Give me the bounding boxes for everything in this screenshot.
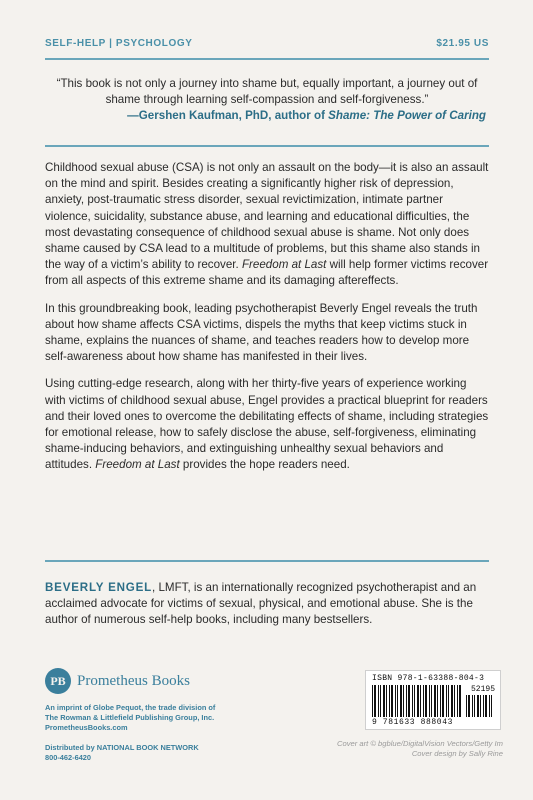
p3-text-b: provides the hope readers need. <box>179 458 350 472</box>
description <box>45 160 489 485</box>
barcode-bars-main <box>372 685 462 717</box>
top-divider <box>45 58 489 60</box>
quote-text: “This book is not only a journey into shame but, equally important, a journey out of shame through learning self-compassion and self-forgiveness.” <box>56 77 478 106</box>
barcode-price-code: 52195 <box>470 685 495 694</box>
imprint-line-1: An imprint of Globe Pequot, the trade division of <box>45 703 216 712</box>
author-bio-text: , LMFT, is an internationally recognized psychotherapist and an acclaimed advocate for victims of sexual, physical, and emotional abuse. She is the author of numerous self-help books, including many bestsellers. <box>45 581 477 627</box>
barcode-bars-addon <box>466 695 496 717</box>
publisher-logo <box>45 668 265 694</box>
author-bio <box>45 580 489 629</box>
description-paragraph-1 <box>45 160 489 290</box>
top-bar <box>45 38 489 49</box>
p1-text-a: Childhood sexual abuse (CSA) is not only an assault on the body—it is also an assault on the mind and spirit. Besides creating a significantly higher risk of depression, anxiety, post-traumatic stress disorder, sexual revictimization, intimate partner violence, suicidality, substance abuse, and learning and educational difficulties, the most devastating consequence of childhood sexual abuse is shame. Not only does shame caused by CSA lead to a multitude of problems, but this shame also stands in the way of a victim’s ability to recover. <box>45 161 489 272</box>
description-paragraph-2: In this groundbreaking book, leading psychotherapist Beverly Engel reveals the truth about how shame affects CSA victims, dispels the myths that keep victims stuck in shame, explains the nuances of shame, and teaches readers how to develop more self-awareness about how shame has manifested in their lives. <box>45 301 478 364</box>
imprint-info <box>45 703 265 733</box>
endorsement-quote <box>45 76 489 124</box>
category-label: SELF-HELP | PSYCHOLOGY <box>45 38 193 49</box>
p1-text-b: will help former victims recover from all aspects of this extreme shame and its damaging aftereffects. <box>45 258 489 288</box>
barcode <box>365 670 501 730</box>
p3-book-title: Freedom at Last <box>95 458 180 472</box>
p1-book-title: Freedom at Last <box>241 258 327 272</box>
publisher-logo-icon: PB <box>45 668 71 694</box>
publisher-name: Prometheus Books <box>77 672 190 689</box>
publisher-website: PrometheusBooks.com <box>45 723 128 732</box>
distributor-phone: 800-462-6420 <box>45 753 92 762</box>
attribution-prefix: —Gershen Kaufman, PhD, author of <box>127 109 329 122</box>
bio-divider <box>45 560 489 562</box>
distributor-name: Distributed by NATIONAL BOOK NETWORK <box>45 743 199 752</box>
quote-divider <box>45 145 489 147</box>
author-name: BEVERLY ENGEL <box>45 581 153 594</box>
cover-art-credit: Cover art © bgblue/DigitalVision Vectors/Getty Im <box>337 739 503 748</box>
distributor-info <box>45 743 265 763</box>
isbn-text: ISBN 978-1-63388-804-3 <box>372 674 485 683</box>
publisher-block <box>45 668 265 763</box>
barcode-digits: 9 781633 888043 <box>372 718 454 727</box>
cover-credits <box>253 739 503 759</box>
cover-design-credit: Cover design by Sally Rine <box>411 749 503 758</box>
imprint-line-2: The Rowman & Littlefield Publishing Group, Inc. <box>45 713 215 722</box>
attribution-book-title: Shame: The Power of Caring <box>328 109 486 122</box>
quote-attribution <box>45 108 486 124</box>
description-paragraph-3 <box>45 376 489 473</box>
p3-text-a: Using cutting-edge research, along with her thirty-five years of experience working with victims of childhood sexual abuse, Engel provides a practical blueprint for readers and their loved ones to overcome the debilitating effects of shame, including strategies for emotional release, how to safely disclose the abuse, self-forgiveness, eliminating shame-inducing behaviors, and extinguishing unhealthy sexual behaviors and attitudes. <box>45 377 489 472</box>
price-label: $21.95 US <box>436 38 489 49</box>
